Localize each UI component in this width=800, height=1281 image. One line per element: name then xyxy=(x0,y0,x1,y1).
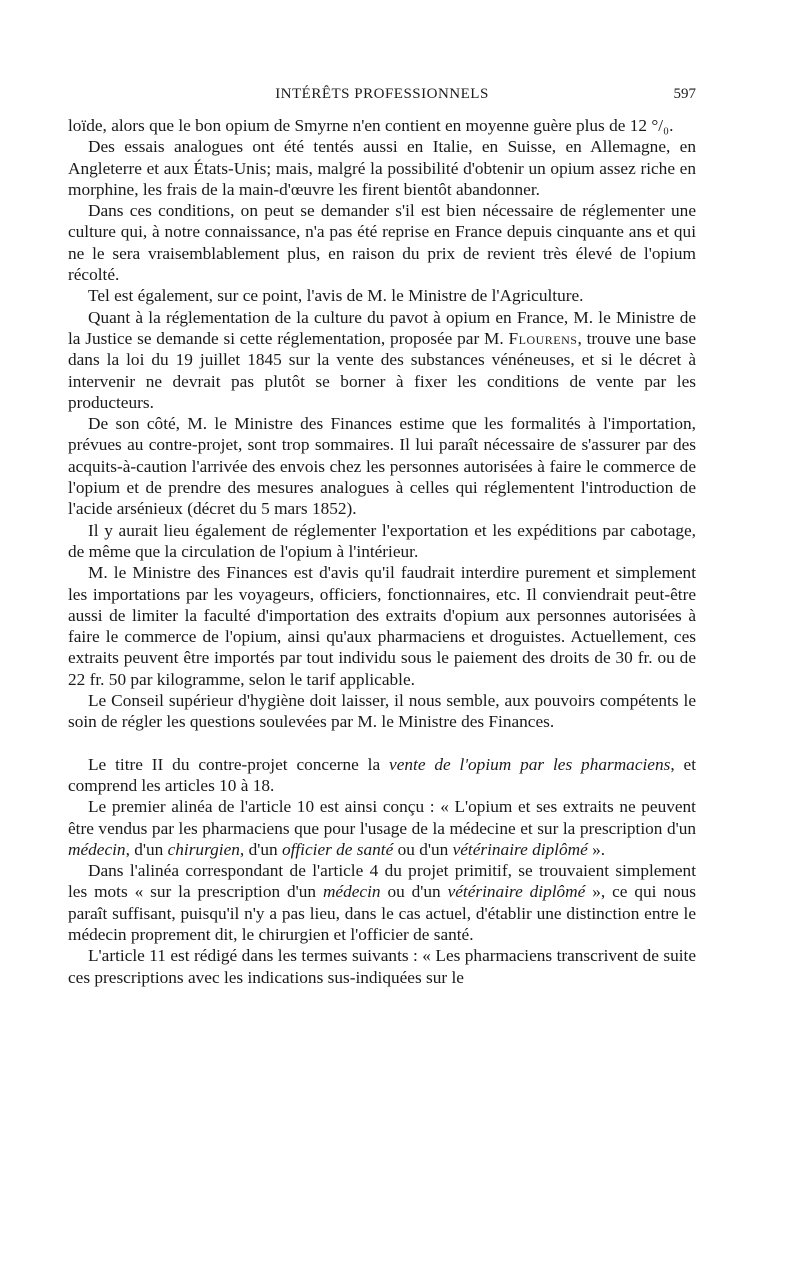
paragraph-8: M. le Ministre des Finances est d'avis qu'il faudrait interdire purement et simplement les importations par les voyageurs, officiers, fonctionnaires, etc. Il conviendrait peut-être aussi de limiter la faculté d'importation des extraits d'opium aux personnes autorisées à faire le commerce de l'opium, ainsi qu'aux pharmaciens et droguistes. Actuellement, ces extraits peuvent être importés par tout individu sous le paiement des droits de 30 fr. ou de 22 fr. 50 par kilogramme, selon le tarif applicable. xyxy=(68,563,696,689)
running-title: INTÉRÊTS PROFESSIONNELS xyxy=(275,86,489,102)
text-run: Quant à la réglementation de la culture du pavot à opium en France, M. le Ministre de la Justice se demande si cette réglementation, proposée par M. xyxy=(68,307,696,348)
text-run: , trouve une base dans la loi du 19 juillet 1845 sur la vente des substances vénéneuses, et si le décret à intervenir ne devrait pas plutôt se borner à fixer les conditions de vente par les producteurs. xyxy=(68,328,697,412)
page-number: 597 xyxy=(673,86,696,102)
text-run: , et comprend les articles 10 à 18. xyxy=(68,754,696,795)
text-run: Dans l'alinéa correspondant de l'article 4 du projet primitif, se trouvaient simplement les mots « sur la prescription d'un xyxy=(68,861,696,902)
paragraph-13: L'article 11 est rédigé dans les termes suivants : « Les pharmaciens transcrivent de suite ces prescriptions avec les indications sus-indiquées sur le xyxy=(68,946,696,987)
italic-phrase: médecin xyxy=(68,839,126,859)
italic-phrase: officier de santé xyxy=(281,839,394,859)
italic-phrase: vétérinaire diplômé xyxy=(447,882,586,902)
text-run: , d'un xyxy=(239,839,278,859)
paragraph-4: Tel est également, sur ce point, l'avis de M. le Ministre de l'Agriculture. xyxy=(88,286,584,306)
paragraph-1: loïde, alors que le bon opium de Smyrne n'en contient en moyenne guère plus de 12 °/₀. xyxy=(68,116,674,135)
text-run: », ce qui nous paraît suffisant, puisqu'il n'y a pas lieu, dans le cas actuel, d'établir une distinction entre le médecin proprement dit, le chirurgien et l'officier de santé. xyxy=(68,882,696,944)
text-run: Le premier alinéa de l'article 10 est ainsi conçu : « L'opium et ses extraits ne peuvent être vendus par les pharmaciens que pour l'usage de la médecine et sur la prescription d'un xyxy=(68,797,696,838)
paragraph-11 xyxy=(68,796,696,860)
paragraph-2: Des essais analogues ont été tentés aussi en Italie, en Suisse, en Allemagne, en Angleterre et aux États-Unis; mais, malgré la possibilité d'obtenir un opium assez riche en morphine, les frais de la main-d'œuvre les firent bientôt abandonner. xyxy=(68,137,696,199)
author-name: Flourens xyxy=(508,328,578,348)
paragraph-6: De son côté, M. le Ministre des Finances estime que les formalités à l'importation, prévues au contre-projet, sont trop sommaires. Il lui paraît nécessaire de s'assurer par des acquits-à-caution l'arrivée des envois chez les personnes autorisées à faire le commerce de l'opium et de prendre des mesures analogues à celles qui réglementent l'introduction de l'acide arsénieux (décret du 5 mars 1852). xyxy=(68,414,696,519)
text-run: ». xyxy=(592,839,606,859)
paragraph-7: Il y aurait lieu également de réglementer l'exportation et les expéditions par cabotage, de même que la circulation de l'opium à l'intérieur. xyxy=(68,520,696,561)
paragraph-9: Le Conseil supérieur d'hygiène doit laisser, il nous semble, aux pouvoirs compétents le soin de régler les questions soulevées par M. le Ministre des Finances. xyxy=(68,691,696,732)
text-run: ou d'un xyxy=(387,882,441,902)
text-run: , d'un xyxy=(125,839,164,859)
paragraph-10 xyxy=(68,754,696,797)
text-run: Le titre II du contre-projet concerne la xyxy=(88,754,381,774)
paragraph-12 xyxy=(68,860,696,945)
italic-phrase: vente de l'opium par les pharmaciens xyxy=(389,754,671,774)
page-header xyxy=(68,86,696,108)
paragraph-5 xyxy=(68,307,696,413)
body-text xyxy=(68,115,696,988)
italic-phrase: vétérinaire diplômé xyxy=(452,839,588,859)
italic-phrase: chirurgien xyxy=(167,839,240,859)
paragraph-3: Dans ces conditions, on peut se demander s'il est bien nécessaire de réglementer une culture qui, à notre connaissance, n'a pas été reprise en France depuis cinquante ans et qui ne le sera vraisemblablement plus, en raison du prix de revient très élevé de l'opium récolté. xyxy=(68,201,696,285)
text-run: ou d'un xyxy=(397,839,449,859)
italic-phrase: médecin xyxy=(322,882,381,902)
